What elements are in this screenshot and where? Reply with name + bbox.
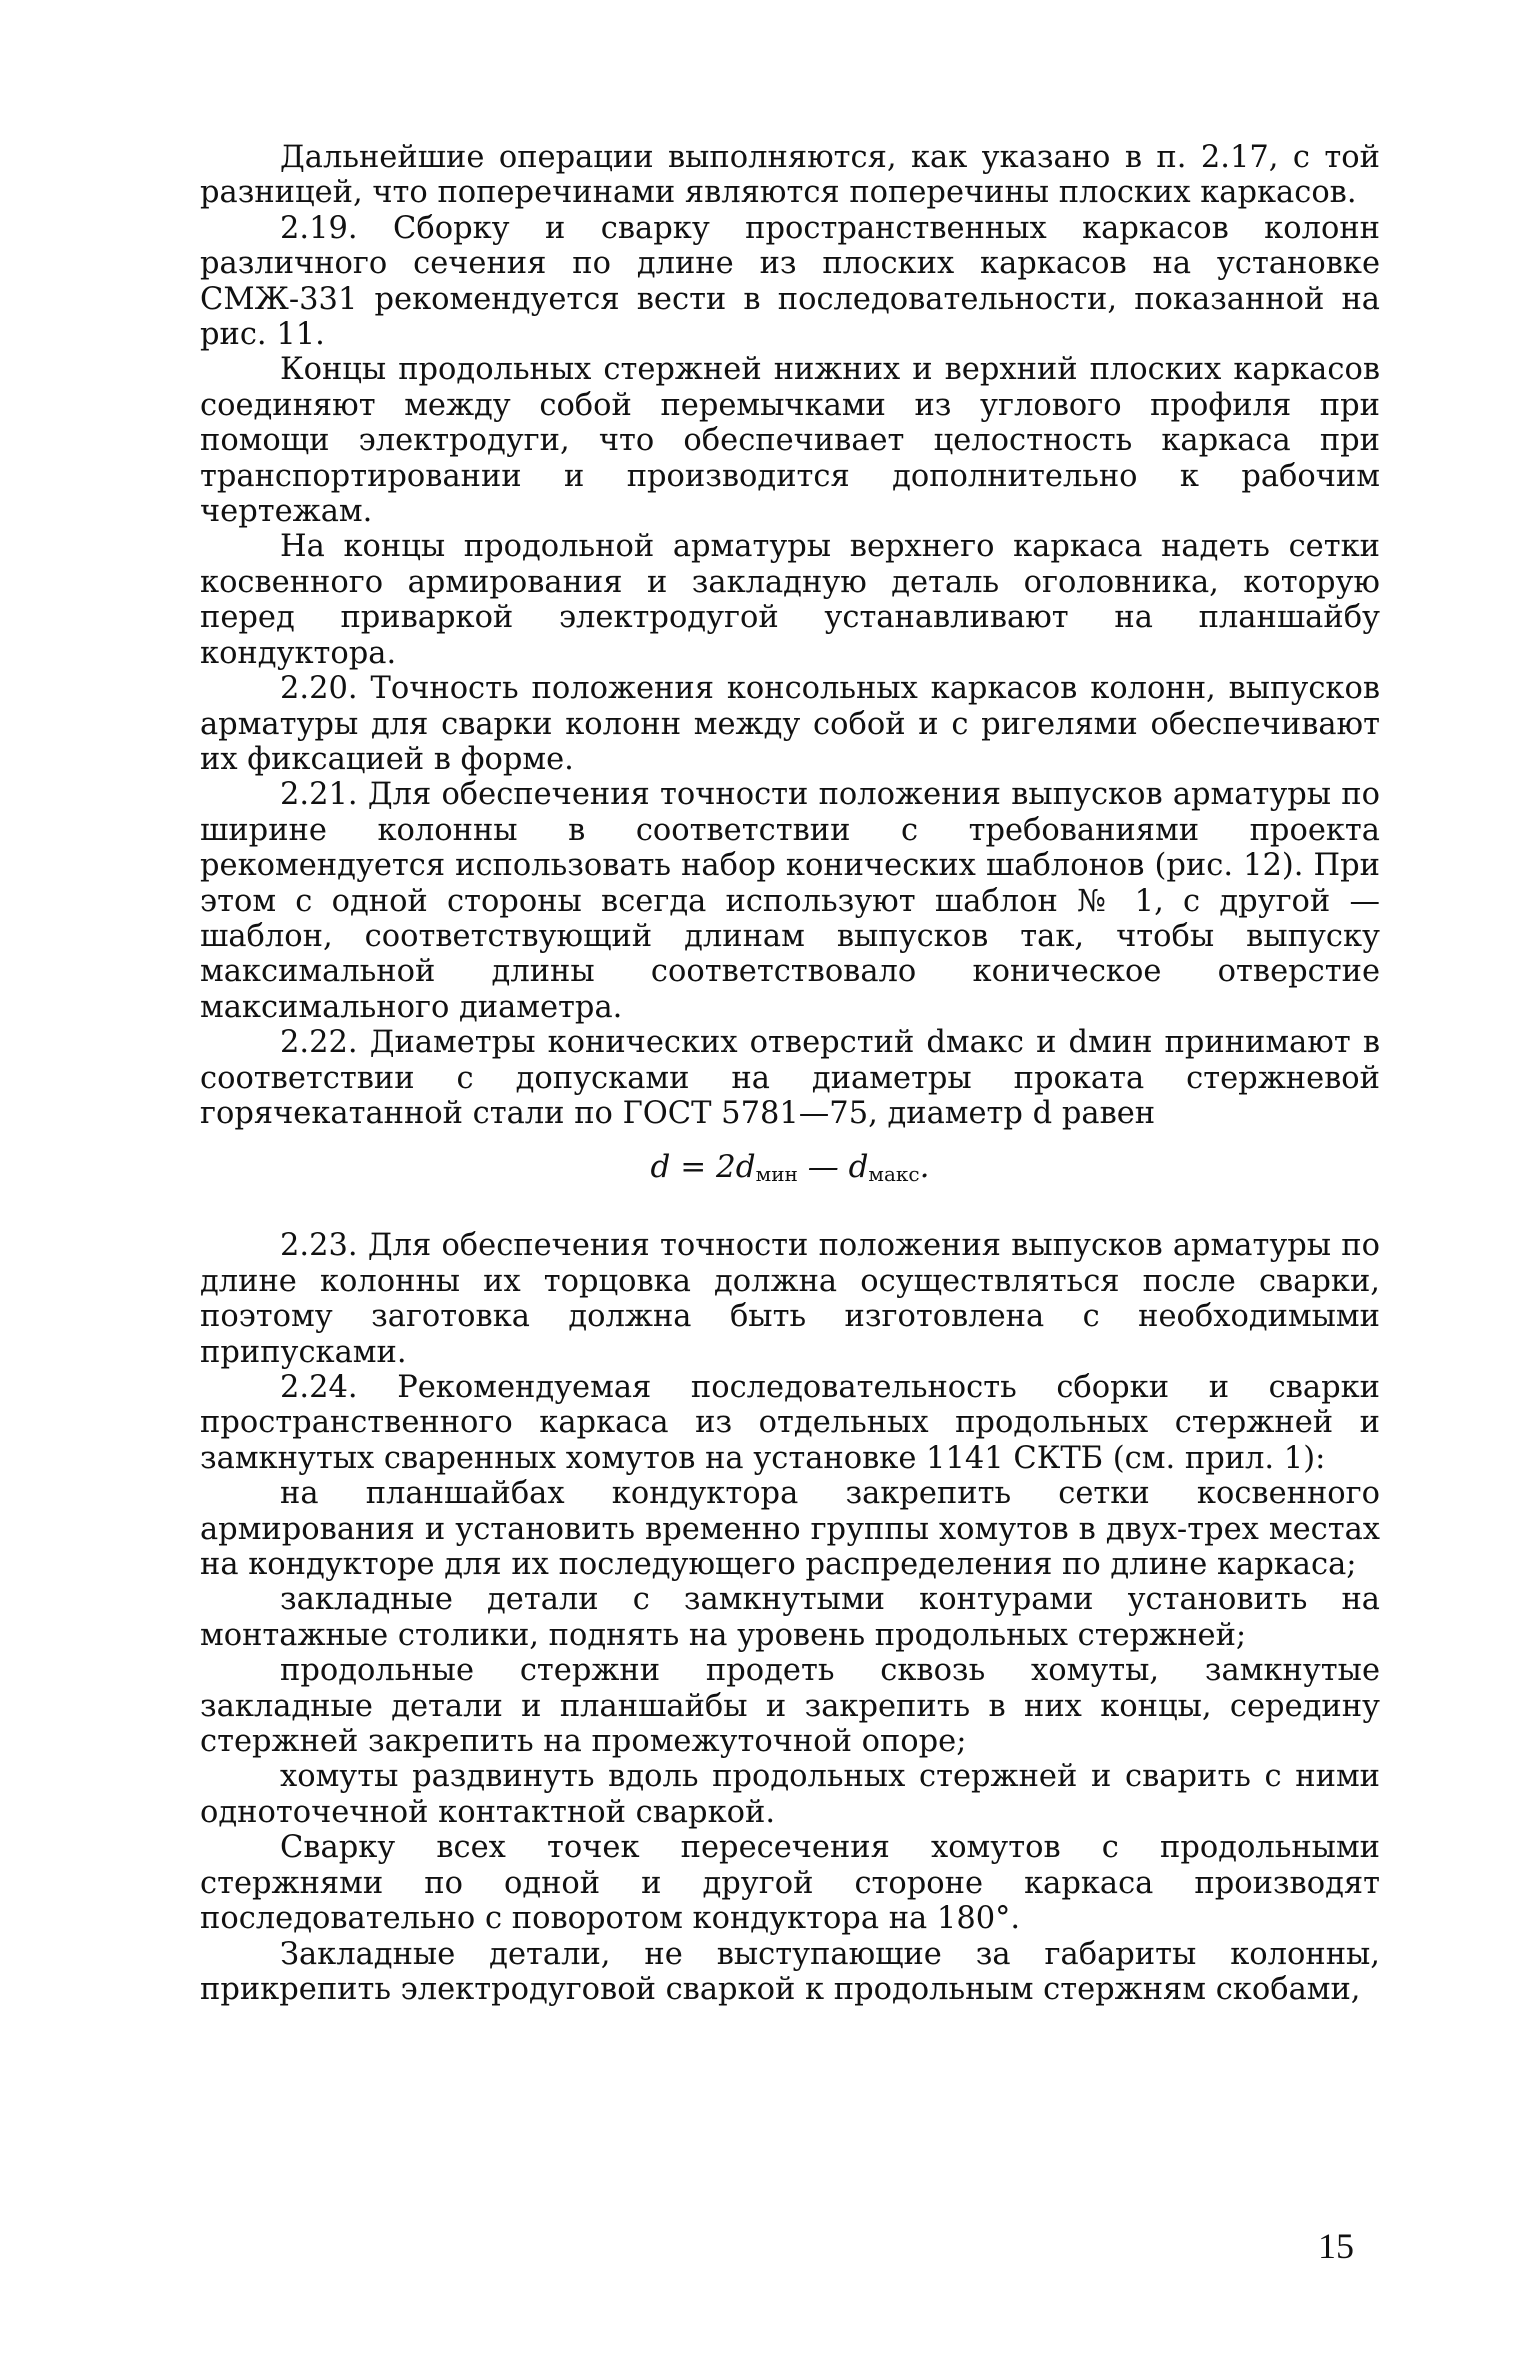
formula-sub-min: мин — [755, 1162, 798, 1187]
paragraph: Сварку всех точек пересечения хомутов с продольными стержнями по одной и другой стороне каркаса производят последовательно с поворотом кондуктора на 180°. — [200, 1830, 1380, 1937]
paragraph: Концы продольных стержней нижних и верхний плоских каркасов соединяют между собой перемычками из углового профиля при помощи электродуги, что обеспечивает целостность каркаса при транспортировании и производится дополнительно к рабочим чертежам. — [200, 352, 1380, 530]
paragraph: закладные детали с замкнутыми контурами установить на монтажные столики, поднять на уровень продольных стержней; — [200, 1582, 1380, 1653]
formula-end: . — [919, 1149, 930, 1186]
paragraph: Закладные детали, не выступающие за габариты колонны, прикрепить электродуговой сваркой к продольным стержням скобами, — [200, 1936, 1380, 2007]
paragraph: 2.24. Рекомендуемая последовательность сборки и сварки пространственного каркаса из отдельных продольных стержней и замкнутых сваренных хомутов на установке 1141 СКТБ (см. прил. 1): — [200, 1370, 1380, 1476]
paragraph: продольные стержни продеть сквозь хомуты, замкнутые закладные детали и планшайбы и закрепить в них концы, середину стержней закрепить на промежуточной опоре; — [200, 1653, 1380, 1760]
formula-lhs: d = 2d — [650, 1149, 756, 1186]
paragraph: на планшайбах кондуктора закрепить сетки косвенного армирования и установить временно группы хомутов в двух-трех местах на кондукторе для их последующего распределения по длине каркаса; — [200, 1476, 1380, 1583]
formula — [200, 1149, 1380, 1192]
formula-sub-max: макс — [868, 1162, 920, 1187]
page-body — [200, 140, 1380, 2007]
paragraph: 2.21. Для обеспечения точности положения выпусков арматуры по ширине колонны в соответствии с требованиями проекта рекомендуется использовать набор конических шаблонов (рис. 12). При этом с одной стороны всегда используют шаблон № 1, с другой — шаблон, соответствующий длинам выпусков так, чтобы выпуску максимальной длины соответствовало коническое отверстие максимального диаметра. — [200, 777, 1380, 1025]
formula-mid: — d — [797, 1149, 869, 1186]
paragraph: 2.19. Сборку и сварку пространственных каркасов колонн различного сечения по длине из плоских каркасов на установке СМЖ-331 рекомендуется вести в последовательности, показанной на рис. 11. — [200, 210, 1380, 353]
paragraph: хомуты раздвинуть вдоль продольных стержней и сварить с ними одноточечной контактной сваркой. — [200, 1759, 1380, 1830]
paragraph: Дальнейшие операции выполняются, как указано в п. 2.17, с той разницей, что поперечинами являются поперечины плоских каркасов. — [200, 140, 1380, 211]
paragraph: 2.20. Точность положения консольных каркасов колонн, выпусков арматуры для сварки колонн между собой и с ригелями обеспечивают их фиксацией в форме. — [200, 671, 1380, 777]
page-number: 15 — [1318, 2226, 1354, 2266]
paragraph: На концы продольной арматуры верхнего каркаса надеть сетки косвенного армирования и закладную деталь оголовника, которую перед приваркой электродугой устанавливают на планшайбу кондуктора. — [200, 529, 1380, 671]
paragraph: 2.23. Для обеспечения точности положения выпусков арматуры по длине колонны их торцовка должна осуществляться после сварки, поэтому заготовка должна быть изготовлена с необходимыми припусками. — [200, 1228, 1380, 1370]
paragraph: 2.22. Диаметры конических отверстий dмакс и dмин принимают в соответствии с допусками на диаметры проката стержневой горячекатанной стали по ГОСТ 5781—75, диаметр d равен — [200, 1025, 1380, 1131]
